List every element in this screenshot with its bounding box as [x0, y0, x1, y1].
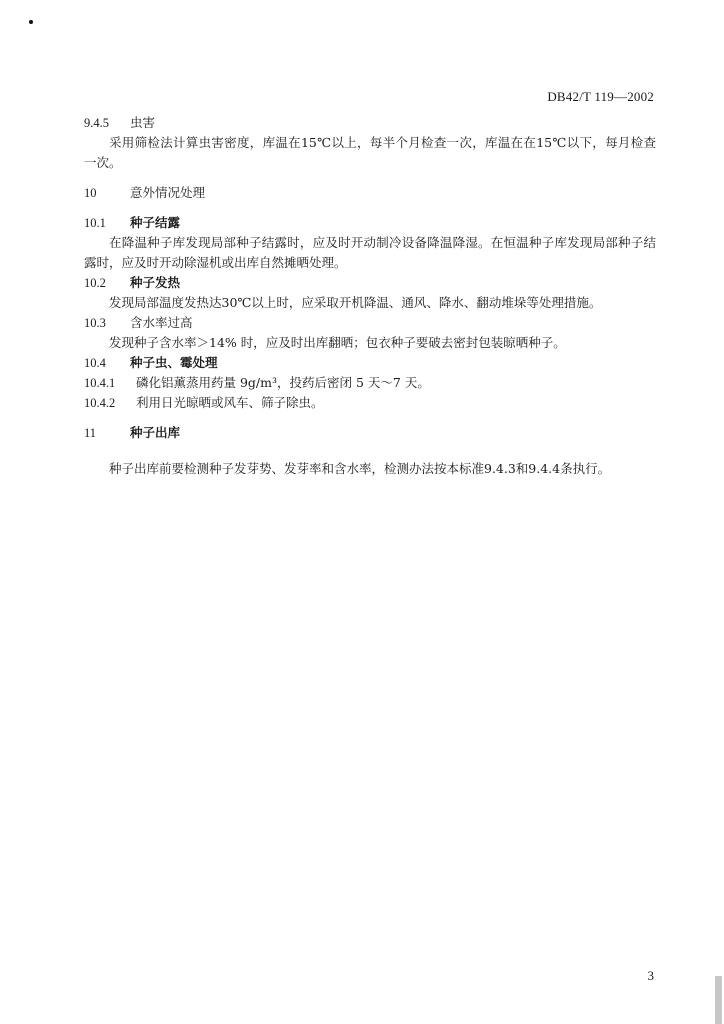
section-title: 虫害	[130, 115, 156, 130]
section-number: 10.4	[84, 356, 106, 370]
section-number: 9.4.5	[84, 116, 109, 130]
heading-11	[84, 423, 656, 443]
section-number: 10	[84, 186, 97, 200]
paragraph-10-3: 发现种子含水率＞14% 时，应及时出库翻晒；包衣种子要破去密封包装晾晒种子。	[109, 335, 566, 350]
section-title: 种子出库	[130, 425, 181, 440]
paragraph-10-2: 发现局部温度发热达30℃以上时，应采取开机降温、通风、降水、翻动堆垛等处理措施。	[109, 295, 602, 310]
section-number: 10.4.2	[84, 396, 116, 410]
item-10-4-1	[84, 373, 656, 393]
paragraph-10-1: 在降温种子库发现局部种子结露时，应及时开动制冷设备降温降湿。在恒温种子库发现局部种子结露时，应及时开动除湿机或出库自然摊晒处理。	[84, 235, 656, 270]
section-title: 种子虫、霉处理	[130, 355, 218, 370]
section-title: 含水率过高	[130, 315, 193, 330]
heading-10-1	[84, 213, 656, 233]
section-title: 意外情况处理	[130, 185, 206, 200]
document-body	[84, 113, 656, 479]
heading-10-4	[84, 353, 656, 373]
section-number: 11	[84, 426, 97, 440]
section-number: 10.1	[84, 216, 106, 230]
heading-10-3	[84, 313, 656, 333]
paragraph-9-4-5: 采用筛检法计算虫害密度，库温在15℃以上，每半个月检查一次，库温在在15℃以下，每月检查一次。	[84, 135, 656, 170]
heading-10-2	[84, 273, 656, 293]
item-text: 磷化铝薰蒸用药量 9g/m³，投药后密闭 5 天～7 天。	[136, 375, 430, 390]
section-number: 10.2	[84, 276, 106, 290]
section-number: 10.4.1	[84, 376, 116, 390]
paragraph-11: 种子出库前要检测种子发芽势、发芽率和含水率，检测办法按本标准9.4.3和9.4.4条执行。	[109, 461, 611, 476]
section-title: 种子发热	[130, 275, 181, 290]
heading-9-4-5	[84, 113, 656, 133]
page-number: 3	[647, 968, 654, 983]
scan-dot	[29, 20, 33, 24]
scrollbar-thumb[interactable]	[715, 976, 722, 1024]
item-text: 利用日光晾晒或风车、筛子除虫。	[136, 395, 324, 410]
heading-10	[84, 183, 656, 203]
section-title: 种子结露	[130, 215, 181, 230]
section-number: 10.3	[84, 316, 106, 330]
item-10-4-2	[84, 393, 656, 413]
standard-code: DB42/T 119—2002	[547, 89, 654, 104]
